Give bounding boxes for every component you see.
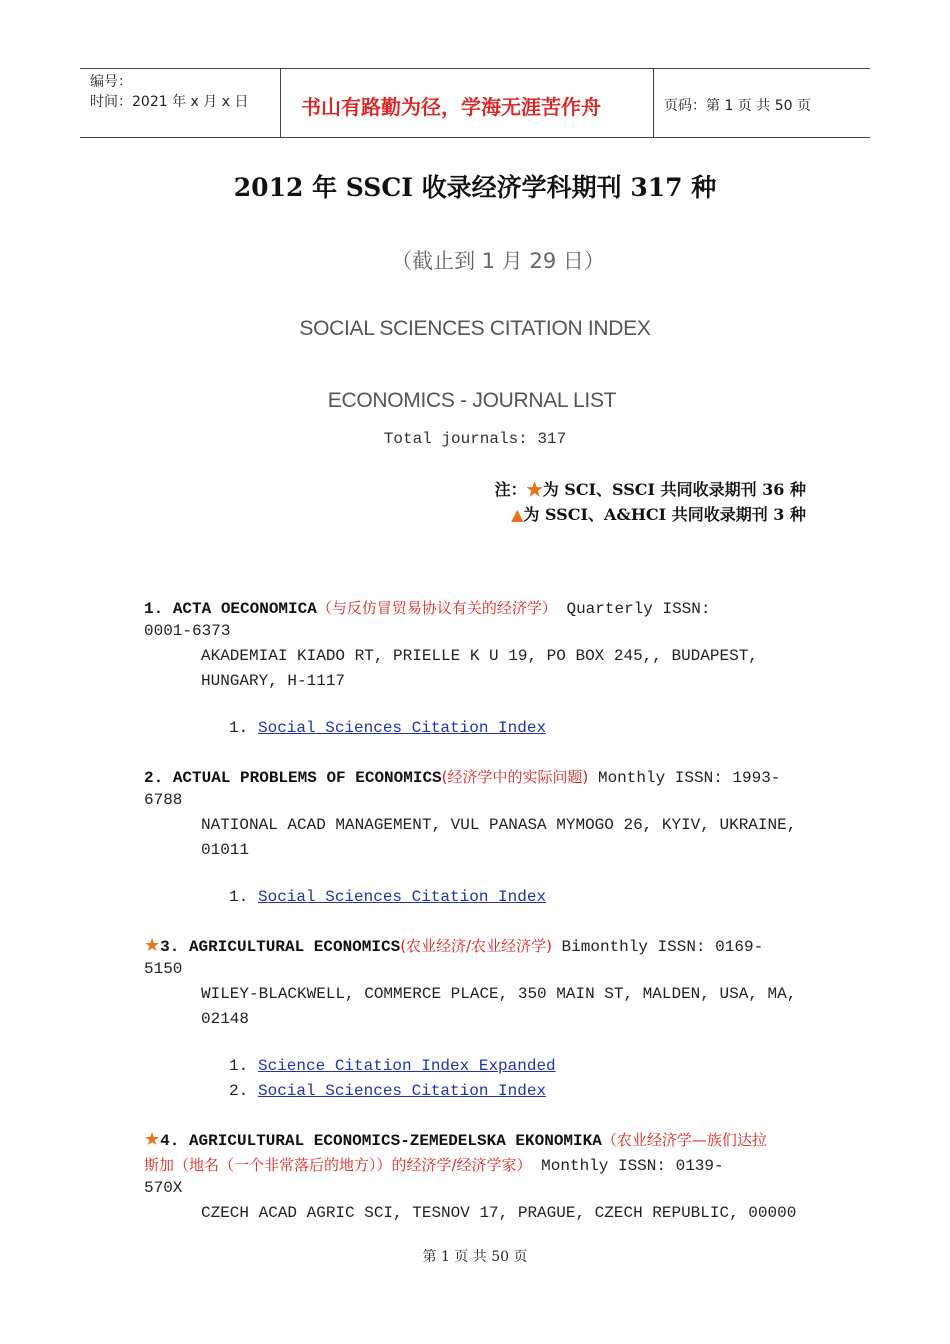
triangle-icon: ▲ (511, 505, 524, 524)
index-link[interactable]: Social Sciences Citation Index (258, 888, 547, 906)
index-link[interactable]: Social Sciences Citation Index (258, 1082, 547, 1100)
entry-number: 4. (160, 1132, 189, 1150)
index-number: 1. (229, 1057, 249, 1075)
entry-number: 2. (144, 769, 173, 787)
journal-frequency-issn: Bimonthly ISSN: 0169- (551, 938, 764, 956)
document-subtitle: （截止到 1 月 29 日） (391, 249, 605, 273)
document-title: 2012 年 SSCI 收录经济学科期刊 317 种 (233, 173, 717, 202)
journal-name: ACTA OECONOMICA (172, 600, 317, 618)
publisher-address: CZECH ACAD AGRIC SCI, TESNOV 17, PRAGUE, CZECH REPUBLIC, 00000 (201, 1204, 797, 1222)
publisher-address: NATIONAL ACAD MANAGEMENT, VUL PANASA MYMOGO 26, KYIV, UKRAINE, (201, 816, 797, 834)
entry-title-line (144, 935, 763, 957)
header-page-cell (654, 69, 870, 137)
journal-chinese-name: （农业经济学—族们达拉 (601, 1131, 767, 1149)
issn-continuation: 570X (144, 1179, 183, 1197)
header-motto-cell (281, 69, 654, 137)
number-label: 编号： (90, 74, 132, 90)
page-footer: 第 1 页 共 50 页 (422, 1249, 528, 1265)
journal-name: AGRICULTURAL ECONOMICS-ZEMEDELSKA EKONOMIKA (188, 1132, 602, 1150)
publisher-address-cont: 02148 (201, 1010, 250, 1028)
header-meta-cell (80, 69, 281, 137)
publisher-address-cont: 01011 (201, 841, 250, 859)
star-icon: ★ (144, 1131, 161, 1151)
journal-chinese-name: (经济学中的实际问题) (441, 768, 589, 786)
star-icon: ★ (526, 480, 543, 499)
index-link[interactable]: Social Sciences Citation Index (258, 719, 547, 737)
issn-continuation: 6788 (144, 791, 183, 809)
entry-title-line (144, 597, 710, 618)
journal-frequency-issn: Monthly ISSN: 0139- (531, 1157, 724, 1175)
note-prefix: 注： (494, 480, 527, 499)
publisher-address: AKADEMIAI KIADO RT, PRIELLE K U 19, PO BOX 245,, BUDAPEST, (201, 647, 758, 665)
entry-number: 3. (160, 938, 189, 956)
index-link[interactable]: Science Citation Index Expanded (258, 1057, 556, 1075)
note-triangle (511, 502, 806, 525)
entry-number: 1. (144, 600, 173, 618)
issn-continuation: 5150 (144, 960, 183, 978)
index-number: 2. (229, 1082, 249, 1100)
list-name: ECONOMICS - JOURNAL LIST (327, 389, 617, 412)
journal-name: AGRICULTURAL ECONOMICS (188, 938, 401, 956)
publisher-address: WILEY-BLACKWELL, COMMERCE PLACE, 350 MAIN ST, MALDEN, USA, MA, (201, 985, 797, 1003)
time-label: 时间：2021 年 x 月 x 日 (90, 94, 249, 110)
index-number: 1. (229, 888, 249, 906)
entry-title-line (144, 766, 780, 787)
page-header (80, 68, 870, 138)
issn-continuation: 0001-6373 (144, 622, 231, 640)
note-star-text: 为 SCI、SSCI 共同收录期刊 36 种 (542, 480, 806, 499)
index-name: SOCIAL SCIENCES CITATION INDEX (299, 317, 651, 340)
entry-title-line-cont (144, 1154, 724, 1175)
motto: 书山有路勤为径，学海无涯苦作舟 (301, 95, 601, 119)
journal-chinese-name-cont: 斯加（地名（一个非常落后的地方））的经济学/经济学家） (144, 1156, 532, 1174)
publisher-address-cont: HUNGARY, H-1117 (201, 672, 346, 690)
note-star (495, 477, 806, 500)
index-number: 1. (229, 719, 249, 737)
page-info: 页码：第 1 页 共 50 页 (664, 98, 811, 114)
total-journals: Total journals: 317 (383, 430, 567, 448)
journal-frequency-issn: Monthly ISSN: 1993- (588, 769, 781, 787)
journal-name: ACTUAL PROBLEMS OF ECONOMICS (172, 769, 442, 787)
journal-chinese-name: （与反仿冒贸易协议有关的经济学） (316, 599, 557, 617)
journal-chinese-name: (农业经济/农业经济学) (400, 937, 552, 955)
entry-title-line (144, 1129, 767, 1151)
journal-frequency-issn: Quarterly ISSN: (556, 600, 711, 618)
note-triangle-text: 为 SSCI、A&HCI 共同收录期刊 3 种 (523, 505, 806, 524)
star-icon: ★ (144, 937, 161, 957)
